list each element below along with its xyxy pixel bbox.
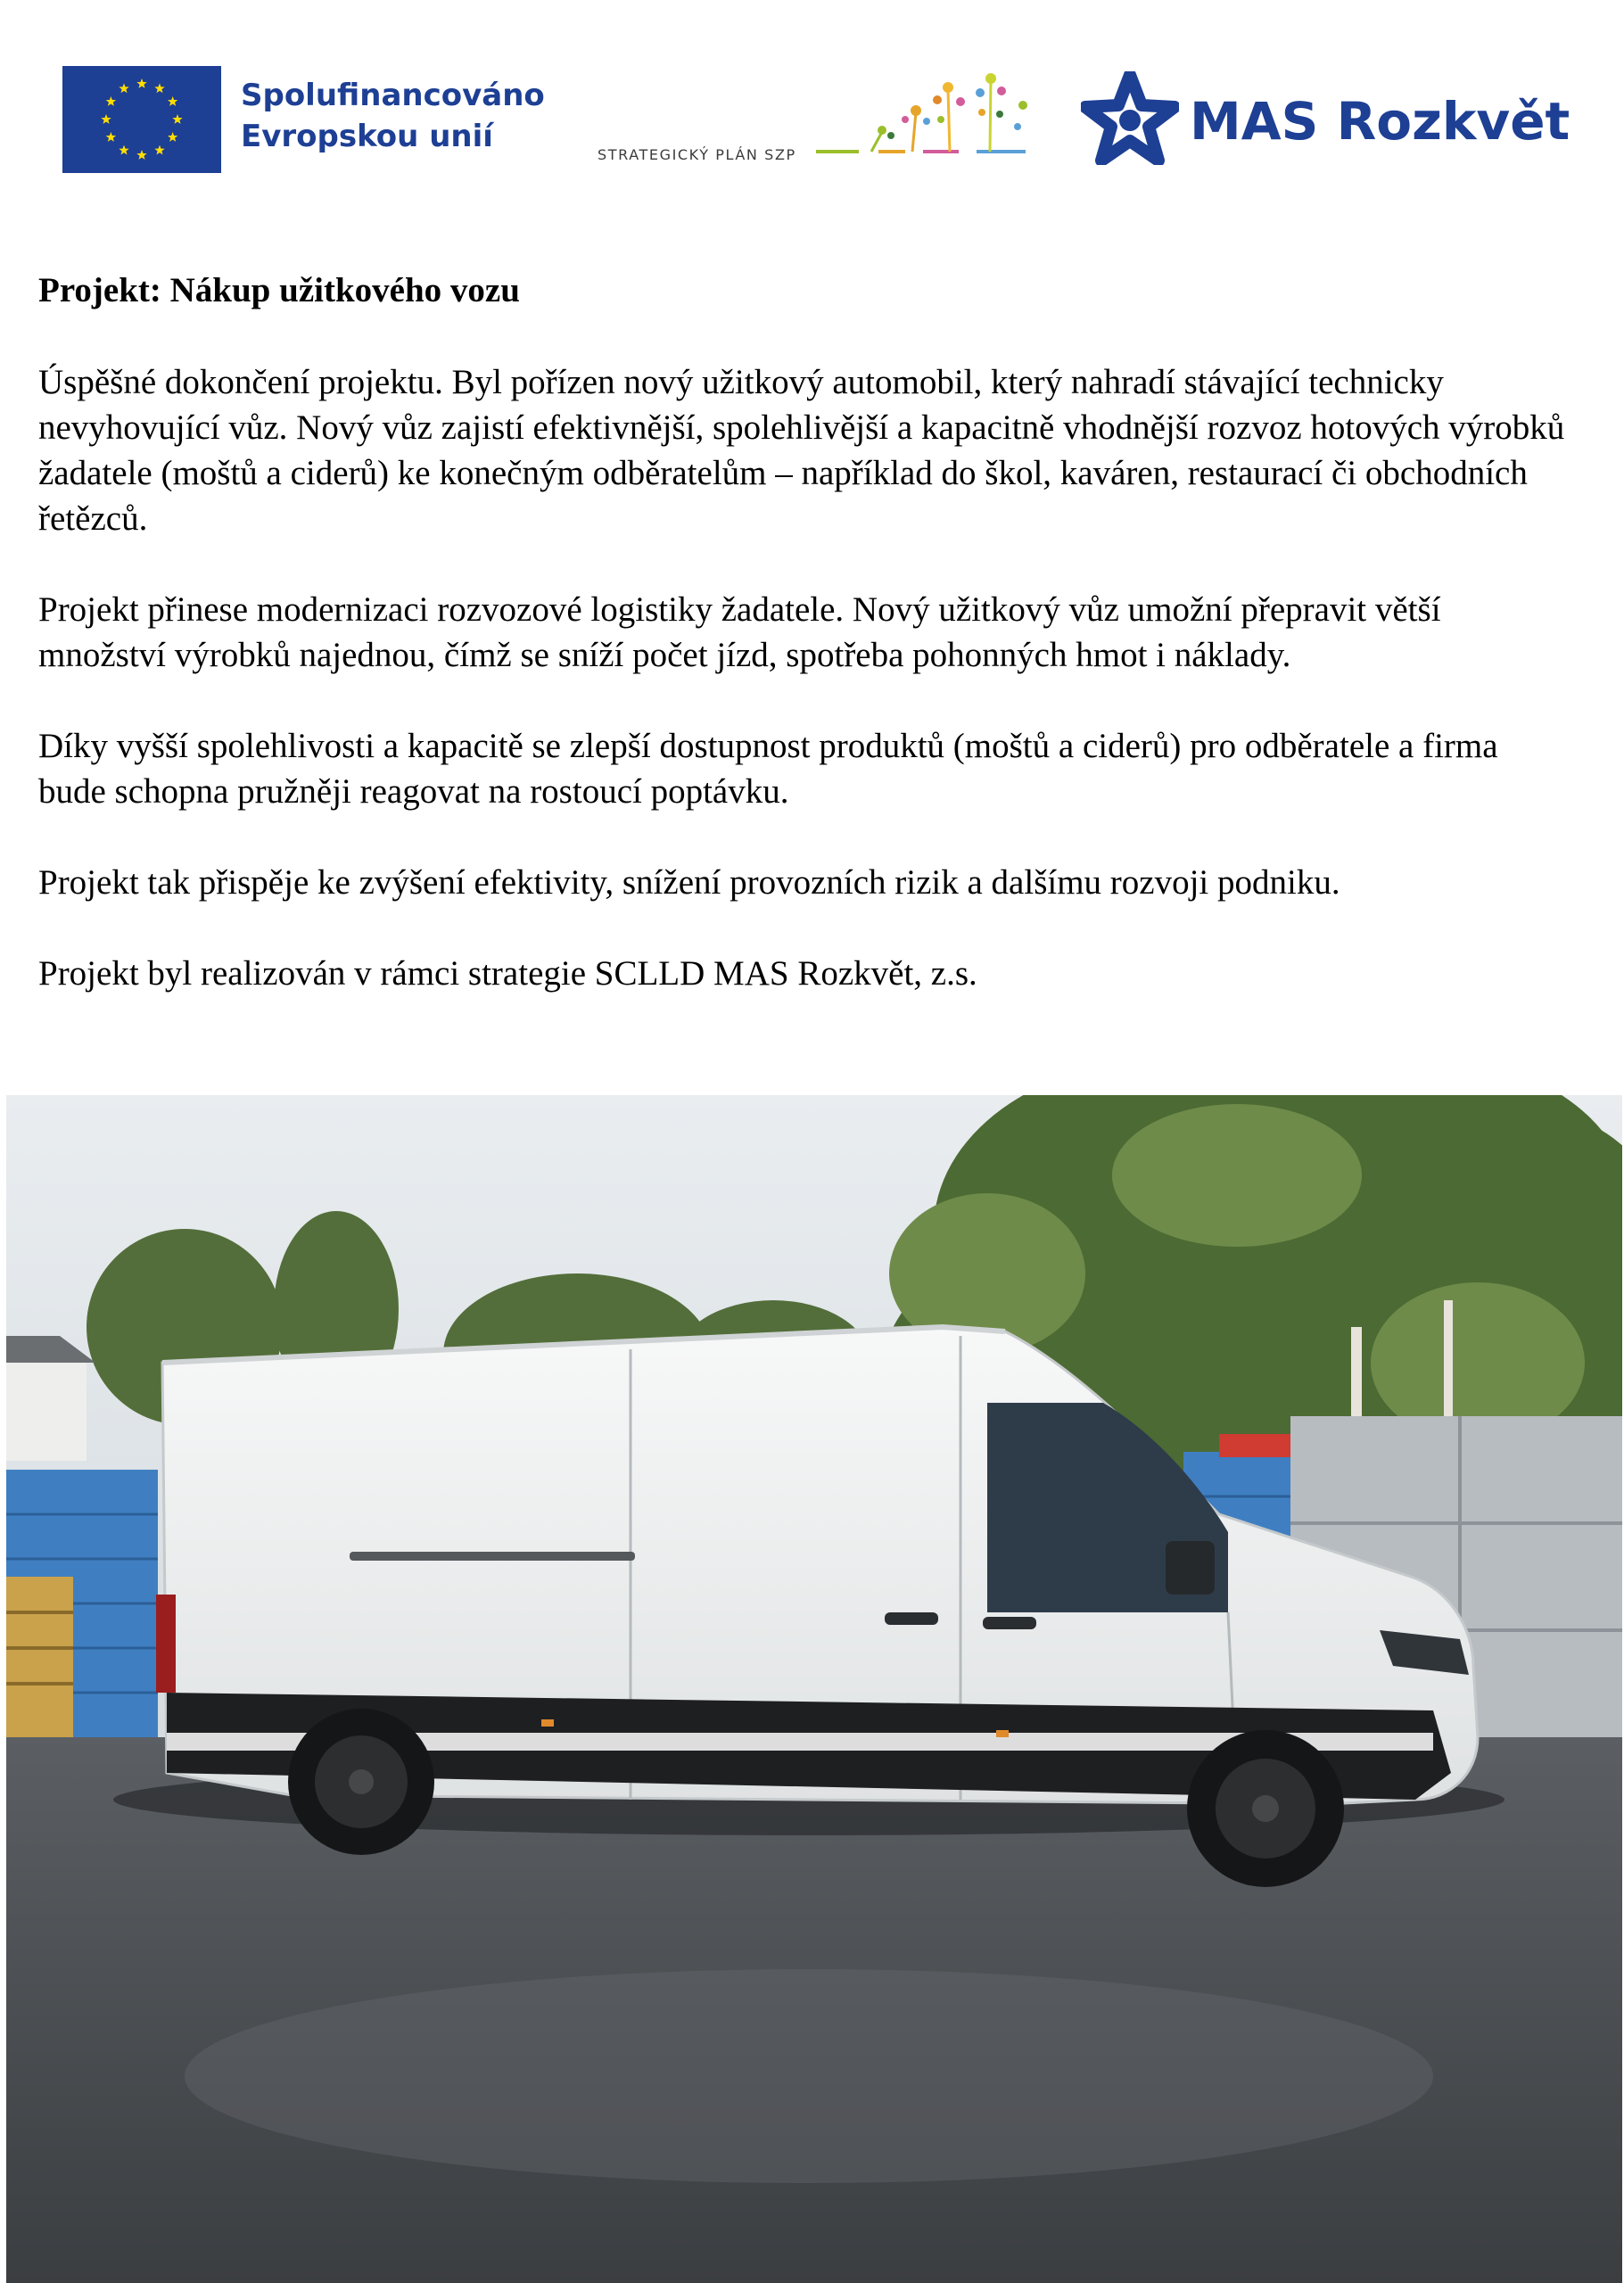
eu-line-1: Spolufinancováno bbox=[241, 78, 545, 113]
paragraph-5: Projekt byl realizován v rámci strategie SCLLD MAS Rozkvět, z.s. bbox=[38, 954, 977, 993]
document-body bbox=[38, 268, 1572, 1042]
eu-line-2: Evropskou unií bbox=[241, 119, 493, 154]
paragraph-1: Úspěšné dokončení projektu. Byl pořízen nový užitkový automobil, který nahradí stávající technicky nevyhovující vůz. Nový vůz zajistí efektivnější, spolehlivější a kapacitně vhodnější rozvoz hotových výrobků žadatele (moštů a ciderů) ke konečným odběratelům – například do škol, kaváren, restaurací či obchodních řetězců. bbox=[38, 363, 1565, 538]
mas-star-icon bbox=[1081, 71, 1179, 165]
eu-cofinanced-label bbox=[241, 75, 545, 157]
white-van-photo bbox=[6, 1095, 1622, 2283]
document-title: Projekt: Nákup užitkového vozu bbox=[38, 271, 520, 309]
logo-bar bbox=[0, 0, 1624, 205]
mas-name: MAS Rozkvět bbox=[1190, 91, 1570, 152]
flowers-icon bbox=[816, 70, 1043, 168]
paragraph-4: Projekt tak přispěje ke zvýšení efektivity, snížení provozních rizik a dalšímu rozvoji podniku. bbox=[38, 863, 1340, 902]
paragraph-2: Projekt přinese modernizaci rozvozové logistiky žadatele. Nový užitkový vůz umožní přepravit větší množství výrobků najednou, čímž se sníží počet jízd, spotřeba pohonných hmot i náklady. bbox=[38, 590, 1441, 674]
paragraph-3: Díky vyšší spolehlivosti a kapacitě se zlepší dostupnost produktů (moštů a ciderů) pro odběratele a firma bude schopna pružněji reagovat na rostoucí poptávku. bbox=[38, 727, 1498, 811]
eu-flag-icon bbox=[62, 66, 221, 173]
szp-label: STRATEGICKÝ PLÁN SZP bbox=[598, 146, 796, 163]
